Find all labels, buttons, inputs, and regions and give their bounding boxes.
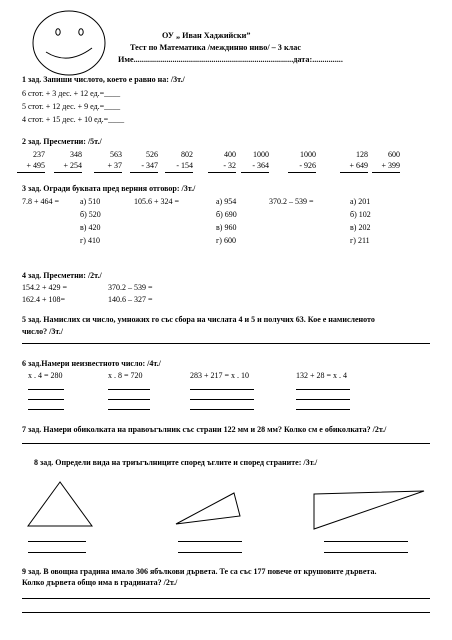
right-triangle-figure <box>300 487 430 532</box>
task2-bottom-number: + 495 <box>26 161 45 170</box>
task2-bottom-number: + 649 <box>349 161 368 170</box>
task6-answer-line[interactable] <box>28 399 64 400</box>
task2-top-number: 563 <box>110 150 122 159</box>
task3-q3: 370.2 – 539 = <box>269 197 314 206</box>
task2-bottom-number: + 254 <box>63 161 82 170</box>
task6-answer-line[interactable] <box>296 409 350 410</box>
task6-answer-line[interactable] <box>296 389 350 390</box>
task2-answer-line[interactable] <box>54 172 82 173</box>
task2-answer-line[interactable] <box>130 172 158 173</box>
task2-bottom-number: - 32 <box>223 161 236 170</box>
test-title: Тест по Математика /междинно ниво/ – 3 клас <box>130 43 301 52</box>
task5-text-2: число? /3т./ <box>22 327 63 336</box>
task6-eq-2: х . 8 = 720 <box>108 371 143 380</box>
task4-right-2: 140.6 – 327 = <box>108 295 153 304</box>
task3-q3-opt-b[interactable]: б) 102 <box>350 210 371 219</box>
task2-bottom-number: - 926 <box>299 161 316 170</box>
task6-answer-line[interactable] <box>108 409 150 410</box>
task6-answer-line[interactable] <box>296 399 350 400</box>
task2-top-number: 237 <box>33 150 45 159</box>
task8-answer-line[interactable] <box>28 552 86 553</box>
task6-eq-3: 283 + 217 = х . 10 <box>190 371 250 380</box>
task6-eq-1: х . 4 = 280 <box>28 371 63 380</box>
task4-left-1: 154.2 + 429 = <box>22 283 68 292</box>
task3-q2-opt-a[interactable]: а) 954 <box>216 197 237 206</box>
task2-answer-line[interactable] <box>340 172 368 173</box>
task3-q1-opt-a[interactable]: а) 510 <box>80 197 101 206</box>
task2-bottom-number: - 347 <box>141 161 158 170</box>
task8-text: 8 зад. Определи вида на триъгълниците според ъглите и според страните: /3т./ <box>34 458 318 467</box>
task9-text-2: Колко дървета общо има в градината? /2т./ <box>22 578 178 587</box>
task6-eq-4: 132 + 28 = х . 4 <box>296 371 348 380</box>
task3-q3-opt-d[interactable]: г) 211 <box>350 236 370 245</box>
task7-text: 7 зад. Намери обиколката на правоъгълник със страни 122 мм и 28 мм? Колко см е обиколката? /2т./ <box>22 425 387 434</box>
task2-bottom-number: - 154 <box>176 161 193 170</box>
task2-top-number: 1000 <box>300 150 316 159</box>
task2-top-number: 600 <box>388 150 400 159</box>
task3-q1: 7.8 + 464 = <box>22 197 60 206</box>
smiley-face-drawing <box>28 8 110 78</box>
task2-answer-line[interactable] <box>165 172 193 173</box>
task1-item-2: 5 стот. + 12 дес. + 9 ед.=____ <box>22 102 121 111</box>
task2-top-number: 526 <box>146 150 158 159</box>
task6-answer-line[interactable] <box>108 389 150 390</box>
task2-title: 2 зад. Пресметни: /5т./ <box>22 137 102 146</box>
name-date-line: Име..............................................................................дата:............... <box>118 55 343 64</box>
task2-top-number: 128 <box>356 150 368 159</box>
obtuse-triangle-figure <box>174 490 246 530</box>
acute-triangle-figure <box>24 480 96 530</box>
task5-text-1: 5 зад. Намислих си число, умножих го със сбора на числата 4 и 5 и получих 63. Кое е намисленото <box>22 315 375 324</box>
task2-answer-line[interactable] <box>208 172 236 173</box>
task3-title: 3 зад. Огради буквата пред верния отговор: /3т./ <box>22 184 196 193</box>
task9-answer-line[interactable] <box>22 598 430 599</box>
task5-answer-line[interactable] <box>22 343 430 344</box>
task3-q2-opt-b[interactable]: б) 690 <box>216 210 237 219</box>
task3-q2: 105.6 + 324 = <box>134 197 180 206</box>
task2-top-number: 400 <box>224 150 236 159</box>
task8-answer-line[interactable] <box>178 541 242 542</box>
task2-bottom-number: - 364 <box>252 161 269 170</box>
task3-q1-opt-b[interactable]: б) 520 <box>80 210 101 219</box>
task2-answer-line[interactable] <box>94 172 122 173</box>
task2-answer-line[interactable] <box>288 172 316 173</box>
task7-answer-line[interactable] <box>22 443 430 444</box>
task1-item-1: 6 стот. + 3 дес. + 12 ед.=____ <box>22 89 121 98</box>
task8-answer-line[interactable] <box>28 541 86 542</box>
task6-answer-line[interactable] <box>190 409 254 410</box>
task3-q1-opt-d[interactable]: г) 410 <box>80 236 100 245</box>
task2-bottom-number: + 399 <box>381 161 400 170</box>
task3-q3-opt-a[interactable]: а) 201 <box>350 197 371 206</box>
task1-title: 1 зад. Запиши числото, което е равно на: /3т./ <box>22 75 185 84</box>
task3-q3-opt-c[interactable]: в) 202 <box>350 223 371 232</box>
task3-q2-opt-d[interactable]: г) 600 <box>216 236 236 245</box>
task2-top-number: 348 <box>70 150 82 159</box>
task3-q1-opt-c[interactable]: в) 420 <box>80 223 101 232</box>
school-name: ОУ „ Иван Хаджийски” <box>162 31 251 40</box>
task9-answer-line[interactable] <box>22 612 430 613</box>
task8-answer-line[interactable] <box>324 541 408 542</box>
task2-answer-line[interactable] <box>372 172 400 173</box>
task1-item-3: 4 стот. + 15 дес. + 10 ед.=____ <box>22 115 125 124</box>
task2-top-number: 802 <box>181 150 193 159</box>
task3-q2-opt-c[interactable]: в) 960 <box>216 223 237 232</box>
task6-answer-line[interactable] <box>28 389 64 390</box>
task4-left-2: 162.4 + 108= <box>22 295 66 304</box>
task2-answer-line[interactable] <box>17 172 45 173</box>
task4-title: 4 зад. Пресметни: /2т./ <box>22 271 102 280</box>
task2-top-number: 1000 <box>253 150 269 159</box>
task8-answer-line[interactable] <box>324 552 408 553</box>
task6-answer-line[interactable] <box>190 389 254 390</box>
task4-right-1: 370.2 – 539 = <box>108 283 153 292</box>
task9-text-1: 9 зад. В овощна градина имало 306 ябълкови дървета. Те са със 177 повече от крушовите дървета. <box>22 567 377 576</box>
task6-answer-line[interactable] <box>108 399 150 400</box>
task6-answer-line[interactable] <box>190 399 254 400</box>
task6-title: 6 зад.Намери неизвестното число: /4т./ <box>22 359 161 368</box>
task2-answer-line[interactable] <box>241 172 269 173</box>
task6-answer-line[interactable] <box>28 409 64 410</box>
task8-answer-line[interactable] <box>178 552 242 553</box>
task2-bottom-number: + 37 <box>107 161 122 170</box>
